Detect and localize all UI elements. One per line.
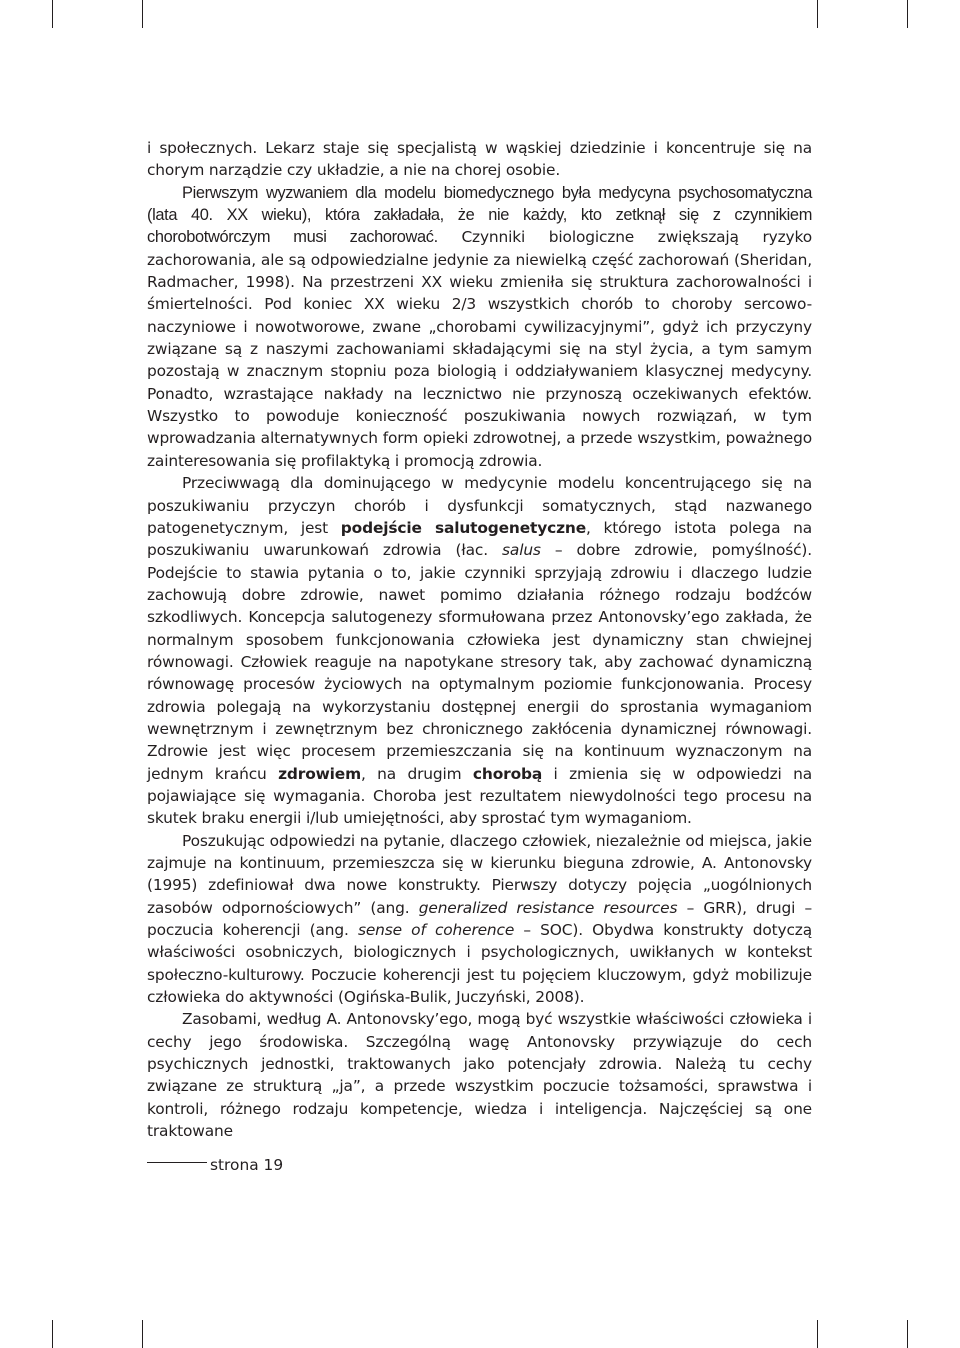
paragraph-5-text: Zasobami, według A. Antonovsky’ego, mogą być wszystkie właściwości człowieka i cechy jego środowiska. Szczególną wagę Antonovsky przywiązuje do cech psychicznych jednostki, traktowanych jako potencjały zdrowia. Należą tu cechy związane ze strukturą „ja”, a przede wszystkim poczucie tożsamości, sprawstwa i kontroli, różnego rodzaju kompetencje, wiedza i inteligencja. Najczęściej są one traktowane <box>147 1010 812 1141</box>
paragraph-3-text: – dobre zdrowie, pomyślność). Podejście to stawia pytania o to, jakie czynniki sprzyjają zdrowiu i dlaczego ludzie zachowują dobre zdrowie, nawet pomimo działania różnego rodzaju bodźców szkodliwych. Koncepcja salutogenezy sformułowana przez Antonovsky’ego zakłada, że normalnym sposobem funkcjonowania człowieka jest dynamiczny stan chwiejnej równowagi. Człowiek reaguje na napotykane stresory tak, aby zachować dynamiczną równowagę procesów życiowych na optymalnym poziomie funkcjonowania. Procesy zdrowia polegają na wykorzystaniu dostępnej energii do sprostania wymaganiom wewnętrznym i zewnętrznym bez chronicznego zakłócenia dynamicznej równowagi. Zdrowie jest więc procesem przemieszczania się na kontinuum wyznaczonym na jednym krańcu <box>147 541 812 783</box>
crop-mark-bottom-left <box>52 1320 53 1348</box>
paragraph-3 <box>147 472 812 830</box>
salutogenetic-term: podejście salutogenetyczne <box>340 518 586 537</box>
crop-mark-top-right <box>907 0 908 28</box>
body-text <box>147 137 812 1142</box>
paragraph-4 <box>147 830 812 1009</box>
crop-mark-bottom-right <box>907 1320 908 1348</box>
crop-mark-top-left-inner <box>142 0 143 28</box>
paragraph-3-text: , którego istota polega na poszukiwaniu uwarunkowań zdrowia (łac. <box>147 518 813 560</box>
paragraph-2-condensed-text: Pierwszym wyzwaniem dla modelu biomedycznego była medycyna psychosomatyczna (lata 40. XX wieku), która zakładała, że nie każdy, kto zetknął się z czynnikiem chorobotwórczym musi zachorować. <box>147 183 812 247</box>
paragraph-3-text: Przeciwwagą dla dominującego w medycynie modelu koncentrującego się na poszukiwaniu przyczyn chorób i dysfunkcji somatycznych, stąd nazwanego patogenetycznym, jest <box>147 474 812 537</box>
paragraph-4-text: – GRR), drugi – poczucia koherencji (ang. <box>147 898 812 940</box>
crop-mark-bottom-right-inner <box>817 1320 818 1348</box>
page-number-rule <box>147 1162 207 1163</box>
paragraph-4-text: Poszukując odpowiedzi na pytanie, dlaczego człowiek, niezależnie od miejsca, jakie zajmuje na kontinuum, przemieszcza się w kierunku bieguna zdrowie, A. Antonovsky (1995) zdefiniował dwa nowe konstrukty. Pierwszy dotyczy pojęcia „uogólnionych zasobów odpornościowych” (ang. <box>147 831 812 917</box>
paragraph-3-text: i zmienia się w odpowiedzi na pojawiające się wymagania. Choroba jest rezultatem niewydolności tego procesu na skutek braku energii i/lub umiejętności, aby sprostać tym wymaganiom. <box>147 764 812 828</box>
salus-term: salus <box>502 541 541 560</box>
crop-mark-top-left <box>52 0 53 28</box>
grr-term: generalized resistance resources <box>418 898 678 917</box>
crop-mark-top-right-inner <box>817 0 818 28</box>
zdrowiem-term: zdrowiem <box>278 764 361 783</box>
paragraph-4-text: – SOC). Obydwa konstrukty dotyczą właściwości osobniczych, biologicznych i psychologicznych, uwikłanych w kontekst społeczno-kulturowy. Poczucie koherencji jest tu pojęciem kluczowym, gdyż mobilizuje człowieka do aktywności (Ogińska-Bulik, Juczyński, 2008). <box>147 921 812 1007</box>
paragraph-2-text: Czynniki biologiczne zwiększają ryzyko zachorowania, ale są odpowiedzialne jedynie za niewielką część zachorowań (Sheridan, Radmacher, 1998). Na przestrzeni XX wieku zmieniła się struktura zachorowalności i śmiertelności. Pod koniec XX wieku 2/3 wszystkich chorób to choroby sercowo-naczyniowe i nowotworowe, zwane „chorobami cywilizacyjnymi”, gdyż ich przyczyny związane są z naszymi zachowaniami składającymi się na styl życia, a tym samym pozostają w znacznym stopniu poza biologią i oddziaływaniem klasycznej medycyny. Ponadto, wzrastające nakłady na lecznictwo nie przynoszą oczekiwanych efektów. Wszystko to powoduje konieczność poszukiwania nowych rozwiązań, w tym wprowadzania alternatywnych form opieki zdrowotnej, a przede wszystkim, poważnego zainteresowania się profilaktyką i promocją zdrowia. <box>147 228 812 470</box>
paragraph-1-text: i społecznych. Lekarz staje się specjalistą w wąskiej dziedzinie i koncentruje się na chorym narządzie czy układzie, a nie na chorej osobie. <box>147 139 812 180</box>
page-number: strona 19 <box>210 1156 284 1174</box>
paragraph-3-text: , na drugim <box>361 764 473 783</box>
soc-term: sense of coherence <box>357 921 515 940</box>
paragraph-2 <box>147 182 812 472</box>
paragraph-1 <box>147 137 812 182</box>
choroba-term: chorobą <box>472 764 543 783</box>
crop-mark-bottom-left-inner <box>142 1320 143 1348</box>
paragraph-5 <box>147 1008 812 1142</box>
